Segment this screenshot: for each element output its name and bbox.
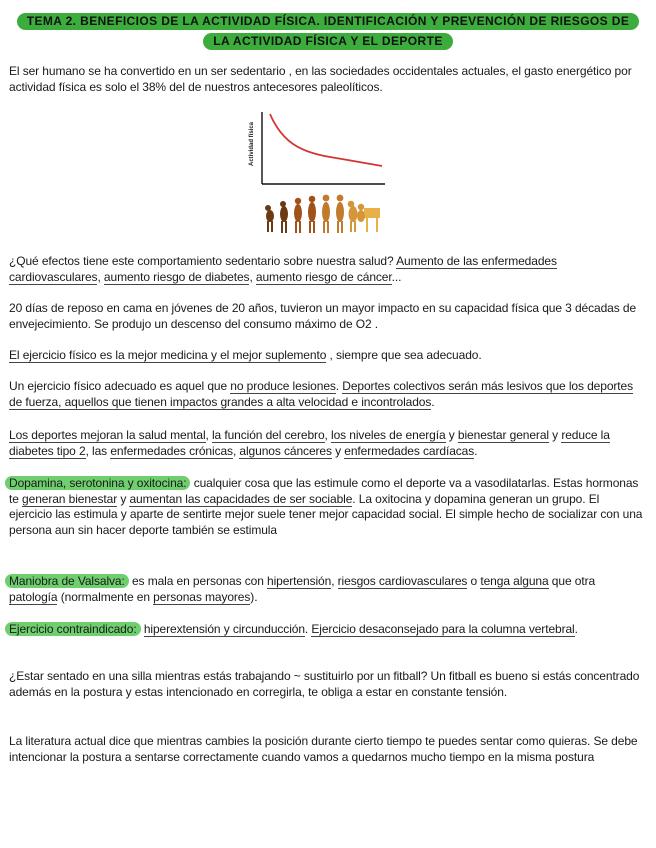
sedentary-effects-paragraph [9, 254, 645, 285]
p1-text-a: ¿Qué efectos tiene este comportamiento sedentario sobre nuestra salud? [9, 254, 397, 268]
p5-sep-4: y [548, 428, 562, 442]
p7-underline-elderly: personas mayores [153, 589, 251, 604]
valsalva-paragraph [9, 574, 645, 605]
p4-text-a: Un ejercicio físico adecuado es aquel que [9, 379, 231, 393]
p8-underline-hyperextension: hiperextensión y circunducción [143, 622, 305, 636]
sedentary-evolution-figure [240, 104, 400, 238]
p8-text-b: . [304, 622, 312, 636]
p6-text-c: . La oxitocina y dopamina generan un grupo. El ejercicio las estimula y aparte de sentirte mejor suele tener mejor capacidad social. El simple hecho de socializar con una persona aun sin hacer deporte también se estimula [9, 491, 643, 537]
p1-sep-1: , [97, 269, 104, 284]
p5-end: . [474, 443, 478, 458]
p7-text-f: ). [250, 589, 258, 604]
p5-sep-5: , las [85, 443, 111, 458]
p7-text-c: o [467, 574, 481, 588]
title-line-2: LA ACTIVIDAD FÍSICA Y EL DEPORTE [203, 33, 453, 50]
p6-text-a: cualquier cosa que las estimule como el deporte va a vasodilatarlas. Estas hormonas te [9, 476, 639, 506]
adequate-exercise-paragraph [9, 379, 645, 410]
p5-sep-6: , [232, 443, 240, 458]
hormones-paragraph [9, 476, 645, 538]
p7-text-a: es mala en personas con [128, 574, 267, 588]
p1-underline-diabetes: aumento riesgo de diabetes [103, 269, 250, 284]
p5-underline-cardiac: enfermedades cardíacas [344, 443, 475, 458]
p5-underline-energy: los niveles de energía [331, 428, 446, 442]
document-title [0, 12, 656, 52]
p4-text-b: . [335, 379, 343, 393]
p7-text-e: (normalmente en [57, 589, 154, 604]
p7-highlight-valsalva: Maniobra de Valsalva: [5, 574, 129, 588]
posture-paragraph: La literatura actual dice que mientras cambies la posición durante cierto tiempo te puedes sentar como quieras. Se debe intencionar la postura a sentarse correctamente cuando vamos a quedarnos mucho tiempo en la misma postura [9, 734, 638, 764]
p6-highlight-hormones: Dopamina, serotonina y oxitocina: [5, 476, 190, 490]
figure-y-axis-label: Actividad física [249, 121, 255, 167]
p6-text-b: y [117, 491, 130, 506]
p5-underline-chronic: enfermedades crónicas [110, 443, 233, 458]
title-line-1: TEMA 2. BENEFICIOS DE LA ACTIVIDAD FÍSICA. IDENTIFICACIÓN Y PREVENCIÓN DE RIESGOS DE [17, 13, 640, 30]
p4-underline-collective-sports: Deportes colectivos serán más lesivos que los deportes de fuerza, aquellos que tienen impactos grandes a alta velocidad e incontrolados [9, 379, 634, 409]
p5-underline-cancers: algunos cánceres [239, 443, 332, 458]
p1-sep-2: , [249, 269, 256, 284]
contraindicated-paragraph [9, 622, 645, 638]
p6-underline-wellbeing: generan bienestar [22, 491, 118, 506]
p5-underline-wellbeing: bienestar general [457, 428, 549, 442]
p5-sep-1: , [205, 428, 212, 442]
p7-underline-pathology: patología [9, 589, 58, 604]
fitball-paragraph: ¿Estar sentado en una silla mientras estás trabajando ~ sustituirlo por un fitball? Un fitball es bueno si estás concentrado además en la postura y estas intencionado en corregirla, te obliga a estar en constante tensión. [9, 669, 640, 699]
p8-underline-spine: Ejercicio desaconsejado para la columna vertebral [311, 622, 575, 636]
p7-underline-cardio-risks: riesgos cardiovasculares [337, 574, 468, 588]
p6-underline-sociable: aumentan las capacidades de ser sociable [129, 491, 353, 506]
p7-underline-hypertension: hipertensión [267, 574, 332, 588]
p1-text-b: ... [391, 269, 402, 284]
p4-underline-no-injuries: no produce lesiones [230, 379, 336, 393]
exercise-medicine-paragraph [9, 348, 645, 364]
p8-highlight-contraindicated: Ejercicio contraindicado: [5, 622, 141, 636]
p1-underline-cancer: aumento riesgo de cáncer [255, 269, 392, 284]
activity-decline-curve [270, 114, 382, 166]
p5-sep-7: y [331, 443, 345, 458]
p5-sep-3: y [445, 428, 458, 442]
p5-underline-diabetes: reduce la diabetes tipo 2 [9, 428, 610, 458]
evolution-silhouettes-icon [265, 195, 380, 233]
p5-sep-2: , [324, 428, 331, 442]
p7-underline-tenga: tenga alguna [480, 574, 549, 588]
p4-text-c: . [431, 394, 435, 409]
p5-underline-brain: la función del cerebro [211, 428, 325, 442]
p7-text-d: que otra [548, 574, 596, 588]
p8-text-c: . [574, 622, 578, 636]
intro-paragraph: El ser humano se ha convertido en un ser sedentario , en las sociedades occidentales actuales, el gasto energético por actividad física es solo el 38% del de nuestros antecesores paleolíticos. [9, 64, 632, 94]
p3-text-b: , siempre que sea adecuado. [326, 348, 482, 362]
p3-underline-medicine: El ejercicio físico es la mejor medicina y el mejor suplemento [9, 348, 327, 362]
p1-underline-cardio: Aumento de las enfermedades cardiovasculares [9, 254, 557, 284]
bed-rest-paragraph: 20 días de reposo en cama en jóvenes de 20 años, tuvieron un mayor impacto en su capacidad física que 3 décadas de envejecimiento. Se produjo un descenso del consumo máximo de O2 . [9, 301, 637, 331]
p5-underline-mental-health: Los deportes mejoran la salud mental [9, 428, 206, 442]
p7-text-b: , [331, 574, 338, 588]
sports-benefits-paragraph [9, 428, 645, 459]
